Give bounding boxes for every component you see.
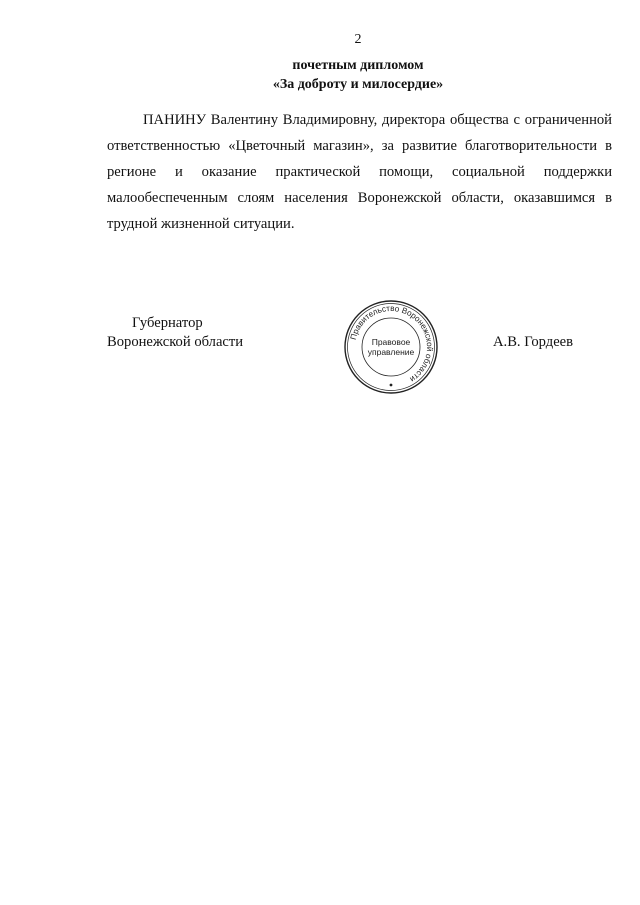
signatory-name: А.В. Гордеев <box>493 334 574 350</box>
stamp-center-line2: управление <box>367 347 415 357</box>
award-header-line2: «За доброту и милосердие» <box>272 77 444 92</box>
award-header-line1: почетным дипломом <box>292 58 424 73</box>
stamp-ring-text: Правительство Воронежской области <box>348 303 435 384</box>
official-stamp <box>343 299 439 395</box>
page-number: 2 <box>354 32 362 47</box>
signatory-title <box>107 314 243 352</box>
signatory-title-line1: Губернатор <box>132 315 203 331</box>
award-paragraph: ПАНИНУ Валентину Владимировну, директора общества с ограниченной ответственностью «Цветочный магазин», за развитие благотворительности в регионе и оказание практической помощи, социальной поддержки малообеспеченным слоям населения Воронежской области, оказавшимся в трудной жизненной ситуации. <box>107 112 612 232</box>
stamp-center-line1: Правовое <box>371 337 411 347</box>
signatory-title-line2: Воронежской области <box>107 334 244 350</box>
stamp-seal-icon <box>343 299 439 395</box>
award-header <box>0 56 640 94</box>
